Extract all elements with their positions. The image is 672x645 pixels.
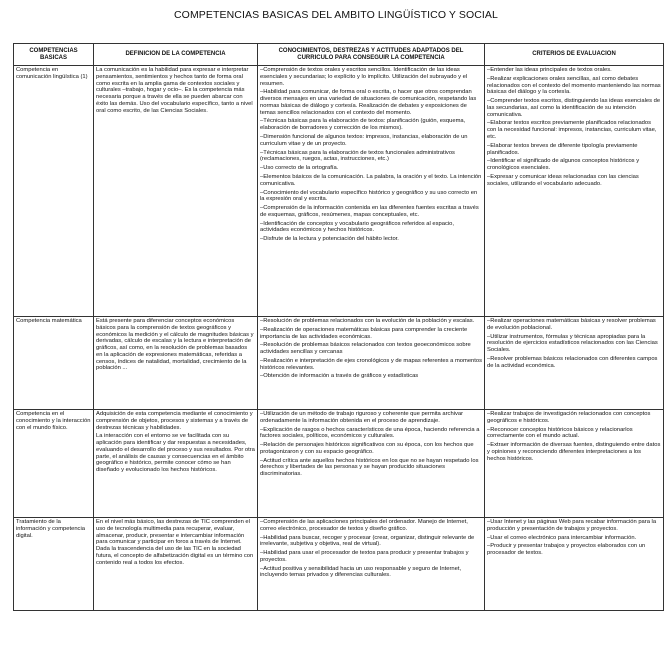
list-item: –Conocimiento del vocabulario específico histórico y geográfico y su uso correcto en la expresión oral y escrita.	[260, 189, 478, 203]
list-item: –Elaborar textos escritos previamente planificados relacionados con la necesidad funcional: impresos, instancias, curriculum vitae, etc.	[487, 120, 657, 141]
competencia-cell: Competencia en comunicación lingüística (1)	[14, 66, 94, 317]
list-item: –Relación de personajes históricos significativos con su época, con los hechos que protagonizaron y con su espacio geográfico.	[260, 442, 474, 455]
list-item: –Utilización de un método de trabajo riguroso y coherente que permita archivar ordenadamente la información obtenida en el proceso de aprendizaje.	[260, 411, 464, 424]
header-definicion: DEFINICION DE LA COMPETENCIA	[94, 44, 258, 66]
list-item: –Habilidad para buscar, recoger y procesar (crear, organizar, distinguir relevante de irrelevante, subjetiva y objetiva, real de virtual).	[260, 534, 475, 548]
definicion-cell: La comunicación es la habilidad para expresar e interpretar pensamientos, sentimientos y hechos tanto de forma oral como escrita en la amplia gama de contextos sociales y culturales –trabajo, hogar y ocio–. Es la competencia más necesaria porque a través de ella se pueden abarcar con éxito las demás. Uso del vocabulario específico, tanto a nivel oral como escrito, de las Ciencias Sociales.	[94, 66, 258, 317]
definicion-cell	[94, 410, 258, 518]
criterios-cell	[485, 410, 664, 518]
competencia-cell: Competencia matemática	[14, 317, 94, 410]
list-item: –Extraer información de diversas fuentes, distinguiendo entre datos y opiniones y reconociendo diferentes interpretaciones a los hechos históricos.	[487, 442, 661, 462]
list-item: –Realizar explicaciones orales sencillas, así como debates relacionados con el contexto del momento manteniendo las normas básicas del diálogo y la cortesía.	[487, 75, 661, 96]
table-header-row	[14, 44, 664, 66]
list-item: –Comprensión de textos orales y escritos sencillos. Identificación de las ideas esenciales y secundarias; lo explícito y lo implícito. Utilización del subrayado y el resumen.	[260, 67, 468, 87]
list-item: –Resolución de problemas relacionados con la evolución de la población y escalas.	[260, 318, 475, 324]
list-item: –Elaborar textos breves de diferente tipología previamente planificados.	[487, 142, 638, 156]
list-item: –Comprender textos escritos, distinguiendo las ideas esenciales de las secundarias, así como la identificación de su intención comunicativa.	[487, 98, 661, 118]
list-item: –Habilidad para comunicar, de forma oral o escrita, o hacer que otros comprendan diversos mensajes en una variedad de situaciones de comunicación, respetando las normas básicas de diálogo y cortesía. Realización de debates y exposiciones de temas sencillos relacionados con el contexto del momento.	[260, 89, 477, 116]
list-item: –Elementos básicos de la comunicación. La palabra, la oración y el texto. La intención comunicativa.	[260, 173, 482, 187]
table-row	[14, 66, 664, 317]
list-item: –Realizar operaciones matemáticas básicas y resolver problemas de evolución poblacional.	[487, 318, 656, 331]
list-item: –Disfrute de la lectura y potenciación del hábito lector.	[260, 236, 399, 243]
header-criterios: CRITERIOS DE EVALUACION	[485, 44, 664, 66]
list-item: –Expresar y comunicar ideas relacionadas con las ciencias sociales, utilizando el vocabulario adecuado.	[487, 173, 639, 187]
criterios-cell	[485, 66, 664, 317]
list-item: –Usar Intenet y las páginas Web para recabar información para la producción y presentación de trabajos y proyectos.	[487, 519, 657, 532]
conocimientos-cell	[258, 66, 485, 317]
list-item: –Resolución de problemas básicos relacionados con textos geoeconómicos sobre actividades sencillas y cercanas	[260, 342, 471, 356]
list-item: –Identificación de conceptos y vocabulario geográficos referidos al espacio, actividades económicos y hechos históricos.	[260, 220, 454, 234]
conocimientos-cell	[258, 317, 485, 410]
definicion-cell: Está presente para diferenciar conceptos económicos básicos para la comprensión de textos geográficos y económicos la medición y el cálculo de magnitudes básicas y derivadas, cálculo de escalas y la lectura e interpretación de gráficos, así como, en la resolución de problemas basados en la aplicación de expresiones matemáticas, referidas a censos, índices de natalidad, mortalidad, crecimiento de la población ...	[94, 317, 258, 410]
list-item: –Comprensión de la información contenida en las diferentes fuentes escritas a través de esquemas, gráficos, resúmenes, mapas conceptuales, etc.	[260, 205, 479, 218]
list-item: –Utilizar instrumentos, fórmulas y técnicas apropiadas para la resolución de ejercicios estadísticos relacionados con las Ciencias Sociales.	[487, 333, 658, 354]
list-item: Adquisición de esta competencia mediante el conocimiento y comprensión de objetos, procesos y sistemas y a través de destrezas técnicas y habilidades.	[96, 411, 253, 431]
definicion-cell: En el nivel más básico, las destrezas de TIC comprenden el uso de tecnología multimedia para recuperar, evaluar, almacenar, producir, presentar e intercambiar información para comunicar y participar en foros a través de Internet. Dada la trascendencia del uso de las TIC en la sociedad futura, el concepto de alfabetización digital es un término con contenido real a todos los efectos.	[94, 518, 258, 611]
list-item: –Entender las ideas principales de textos orales.	[487, 67, 612, 73]
conocimientos-cell	[258, 410, 485, 518]
competencia-cell: Tratamiento de la información y competencia digital.	[14, 518, 94, 611]
list-item: –Técnicas básicas para la elaboración de textos funcionales administrativos (reclamaciones, ruegos, actas, instrucciones, etc.)	[260, 149, 455, 163]
list-item: –Resolver problemas básicos relacionados con diferentes campos de la actividad económica.	[487, 355, 658, 369]
list-item: –Técnicas básicas para la elaboración de textos: planificación (guión, esquema, elaboración de borradores y corrección de los mismos).	[260, 118, 466, 132]
list-item: –Actitud crítica ante aquellos hechos históricos en los que no se hayan respetado los derechos y libertades de las personas y se hayan producido situaciones discriminatorias.	[260, 457, 479, 478]
list-item: –Uso correcto de la ortografía.	[260, 165, 339, 172]
table-row	[14, 518, 664, 611]
list-item: –Realización e interpretación de ejes cronológicos y de mapas referentes a momentos históricos relevantes.	[260, 357, 483, 371]
list-item: –Obtención de información a través de gráficos y estadísticas	[260, 373, 419, 380]
conocimientos-cell	[258, 518, 485, 611]
table-row	[14, 410, 664, 518]
list-item: –Explicación de rasgos o hechos característicos de una época, haciendo referencia a factores sociales, políticos, económicos y culturales.	[260, 426, 480, 440]
header-conocimientos: CONOCIMIENTOS, DESTREZAS Y ACTITUDES ADAPTADOS DEL CURRICULO PARA CONSEGUIR LA COMPETENCIA	[258, 44, 485, 66]
list-item: –Identificar el significado de algunos conceptos históricos y cronológicos esenciales.	[487, 158, 640, 172]
list-item: –Comprensión de las aplicaciones principales del ordenador. Manejo de Internet, correo electrónico, procesador de textos y diseño gráfico.	[260, 519, 468, 532]
competencias-table	[13, 43, 664, 611]
page-title: COMPETENCIAS BASICAS DEL AMBITO LINGÜÍSTICO Y SOCIAL	[174, 9, 498, 21]
list-item: –Usar el correo electrónico para intercambiar información.	[487, 534, 637, 541]
table-row	[14, 317, 664, 410]
list-item: –Habilidad para usar el procesador de textos para producir y presentar trabajos y proyectos.	[260, 550, 469, 563]
list-item: La interacción con el entorno se ve facilitada con su aplicación para identificar y dar respuestas a necesidades, evaluando el desarrollo del proceso y sus resultados. Por otra parte, el análisis de causas y consecuencias en el ámbito geográfico e histórico, permite conocer cómo se han diseñado y evolucionado los hechos históricos.	[96, 433, 255, 474]
list-item: –Dimensión funcional de algunos textos: impresos, instancias, elaboración de un curriculum vitae y de un proyecto.	[260, 134, 468, 147]
list-item: –Actitud positiva y sensibilidad hacia un uso responsable y seguro de Internet, incluyendo temas privados y diferencias culturales.	[260, 565, 462, 579]
list-item: –Producir y presentar trabajos y proyectos elaborados con un procesador de textos.	[487, 543, 646, 557]
competencia-cell: Competencia en el conocimiento y la interacción con el mundo físico.	[14, 410, 94, 518]
header-competencias: COMPETENCIAS BASICAS	[14, 44, 94, 66]
list-item: –Realización de operaciones matemáticas básicas para comprender la creciente importancia de las actividades económicas.	[260, 326, 468, 340]
criterios-cell	[485, 317, 664, 410]
list-item: –Realizar trabajos de investigación relacionados con conceptos geográficos e históricos.	[487, 411, 651, 424]
list-item: –Reconocer conceptos históricos básicos y relacionarlos correctamente con el mundo actual.	[487, 426, 633, 440]
criterios-cell	[485, 518, 664, 611]
